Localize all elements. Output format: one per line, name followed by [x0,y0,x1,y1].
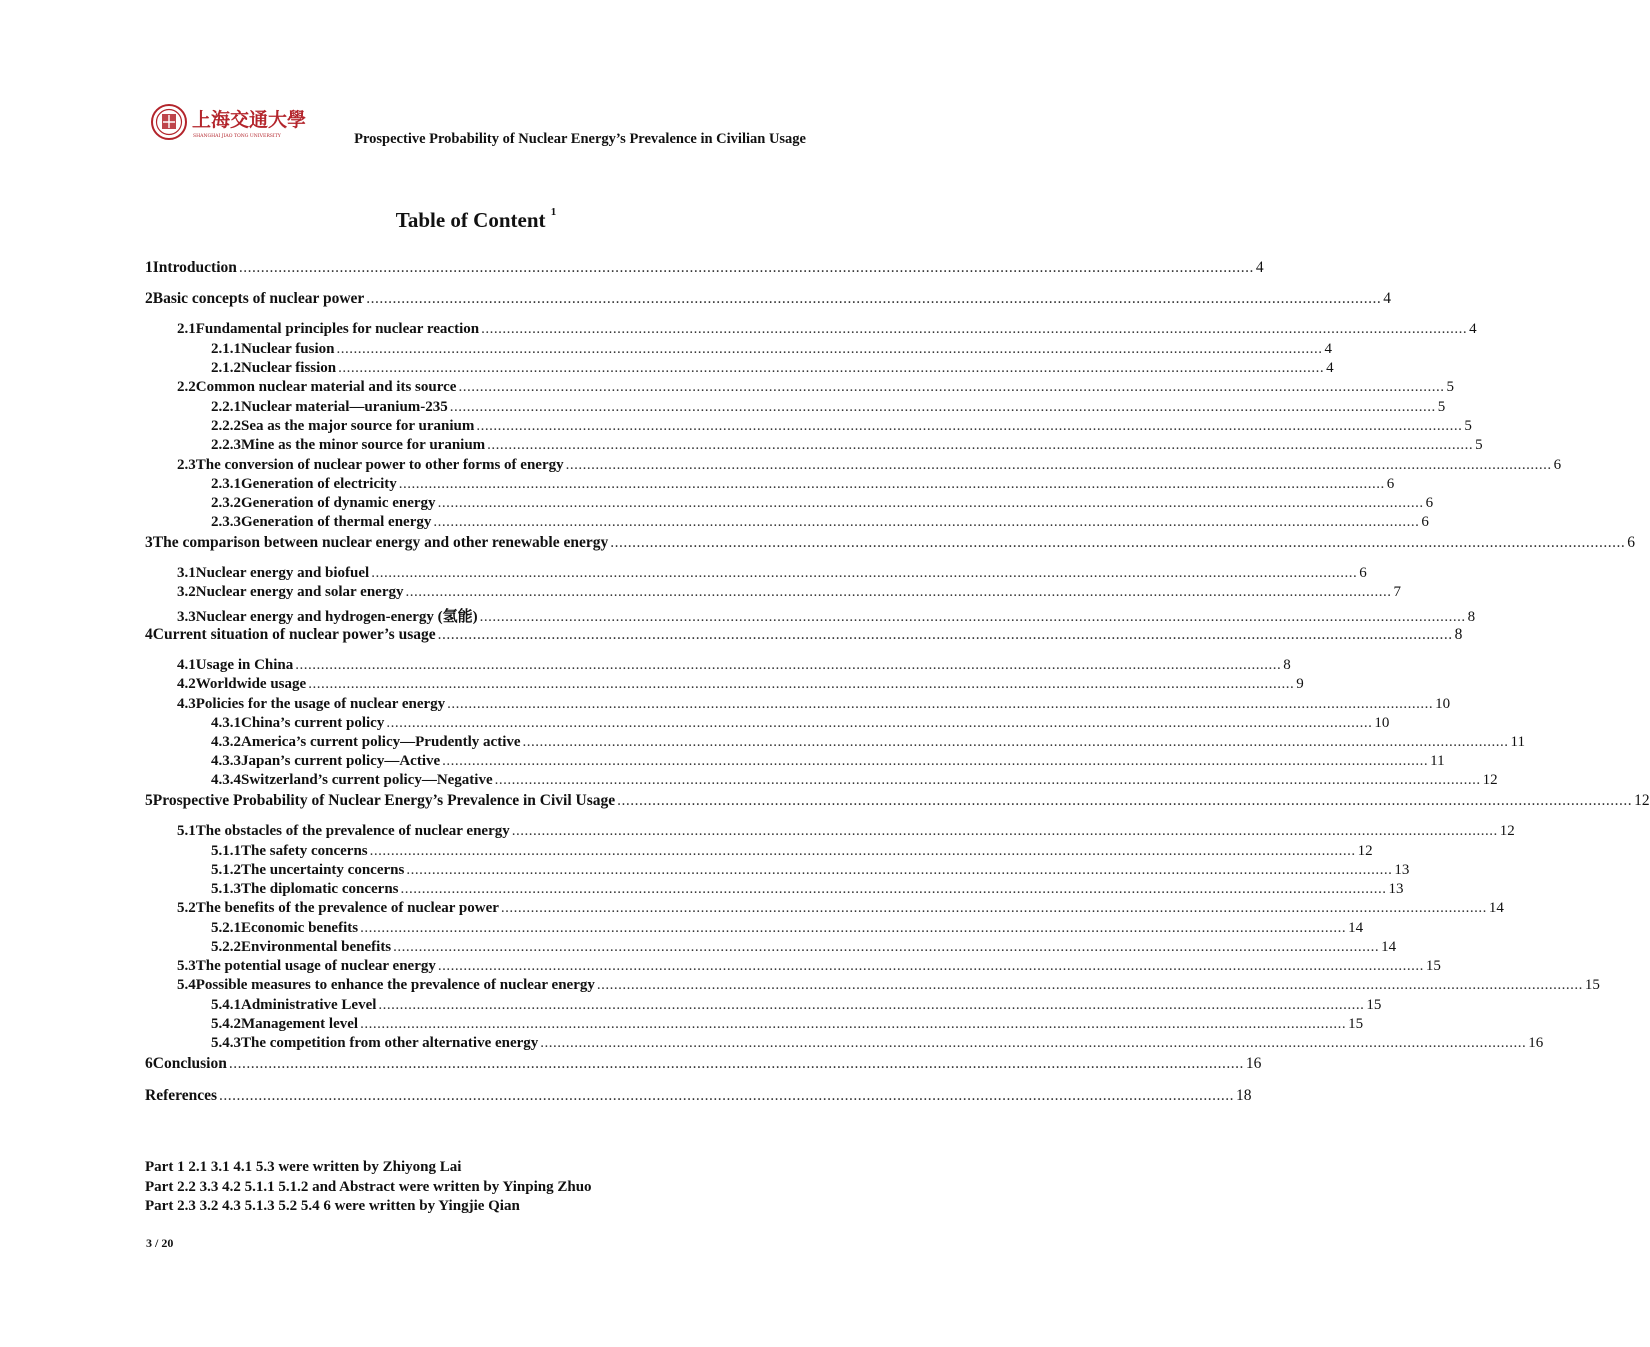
toc-entry-label: Switzerland’s current policy—Negative [241,772,493,788]
toc-entry-label: Conclusion [152,1055,227,1072]
toc-entry-3-2[interactable] [177,584,1402,604]
toc-entry-page: 14 [1348,920,1364,936]
toc-entry-number: 5.2 [177,900,196,916]
toc-entry-page: 5 [1475,437,1483,453]
toc-entry-number: 5.1.3 [211,881,241,897]
toc-entry-number: 2.2.1 [211,399,241,415]
svg-text:SHANGHAI JIAO TONG UNIVERSITY: SHANGHAI JIAO TONG UNIVERSITY [193,134,281,139]
toc-entry-label: Nuclear energy and hydrogen-energy (氢能) [195,609,478,625]
toc-entry-2-2-2[interactable] [211,418,1472,438]
dot-leader [229,1055,1244,1073]
toc-entry-label: Worldwide usage [195,676,307,692]
dot-leader [597,977,1583,994]
toc-entry-label: Generation of thermal energy [241,514,432,530]
toc-entry-page: 15 [1584,977,1600,993]
toc-entry-label: The obstacles of the prevalence of nuclear energy [195,823,510,839]
toc-entry-number: 4.3.1 [211,715,241,731]
toc-entry-number: 1 [145,259,153,276]
toc-title-text: Table of Content [395,208,546,232]
dot-leader [406,584,1392,601]
toc-entry-number: 2.2.3 [211,437,241,453]
toc-entry-page: 6 [1627,534,1635,551]
toc-entry-page: 15 [1366,997,1382,1013]
dot-leader [336,341,1322,358]
toc-entry-label: Nuclear fission [241,360,337,376]
toc-entry-label: Common nuclear material and its source [195,379,457,395]
author-line: Part 2.2 3.3 4.2 5.1.1 5.1.2 and Abstract were written by Yinping Zhuo [145,1178,592,1195]
toc-entry-number: 2.1.2 [211,360,241,376]
toc-entry-label: Basic concepts of nuclear power [152,290,365,307]
toc-entry-label: Generation of electricity [241,476,397,492]
toc-entry-2-3-3[interactable] [211,514,1429,534]
toc-entry-number: 3.1 [177,565,196,581]
toc-entry-page: 6 [1386,476,1395,492]
dot-leader [442,753,1428,770]
dot-leader [401,881,1387,898]
toc-entry-2[interactable] [145,290,1392,310]
toc-entry-number: 5.2.1 [211,920,241,936]
toc-entry-page: 5 [1464,418,1472,434]
dot-leader [501,900,1487,917]
toc-entry-page: 11 [1430,753,1445,769]
dot-leader [371,565,1357,582]
toc-entry-page: 8 [1454,626,1463,643]
toc-entry-number: 2 [145,290,153,307]
toc-entry-3-1[interactable] [177,565,1367,585]
toc-entry-number: 5.4.1 [211,997,241,1013]
toc-entry-6[interactable] [145,1055,1262,1075]
toc-entry-page: 9 [1296,676,1304,692]
toc-entry-number: 4.3.3 [211,753,241,769]
dot-leader [386,715,1372,732]
dot-leader [447,696,1433,713]
toc-entry-label: Usage in China [195,657,294,673]
toc-entry-number: 4.3.4 [211,772,241,788]
toc-entry-page: 6 [1359,565,1367,581]
toc-entry-number: 5.3 [177,958,196,974]
toc-entry-page: 4 [1324,341,1332,357]
toc-entry-number: 3.3 [177,609,196,625]
toc-entry-5-1-2[interactable] [211,862,1410,882]
dot-leader [338,360,1324,377]
toc-entry-5-2-1[interactable] [211,920,1364,940]
toc-entry-label: Administrative Level [241,997,377,1013]
toc-entry-page: 7 [1393,584,1402,600]
dot-leader [366,290,1381,308]
toc-entry-4[interactable] [145,626,1463,646]
toc-entry-page: 6 [1553,457,1562,473]
dot-leader [566,457,1552,474]
toc-entry-5[interactable] [145,792,1650,812]
toc-entry-page: 16 [1245,1055,1262,1072]
toc-entry-5-1-1[interactable] [211,843,1373,863]
toc-entry-4-3-4[interactable] [211,772,1498,792]
toc-entry-number: 5.4.3 [211,1035,241,1051]
toc-entry-4-3-1[interactable] [211,715,1390,735]
toc-entry-page: 5 [1437,399,1446,415]
dot-leader [438,958,1424,975]
author-line: Part 1 2.1 3.1 4.1 5.3 were written by Zhiyong Lai [145,1159,462,1175]
toc-entry-label: Introduction [152,259,237,276]
toc-entry-number: 6 [145,1055,153,1072]
dot-leader [617,792,1632,810]
toc-entry-3-3[interactable] [177,605,1476,625]
toc-entry-label: Environmental benefits [241,939,392,955]
toc-entry-page: 15 [1425,958,1441,974]
toc-entry-page: 4 [1326,360,1334,376]
toc-entry-page: 4 [1255,259,1264,276]
dot-leader [308,676,1294,693]
toc-entry-label: The comparison between nuclear energy and other renewable energy [152,534,609,551]
toc-entry-label: The uncertainty concerns [241,862,405,878]
toc-entry-page: 10 [1435,696,1451,712]
toc-entry-4-2[interactable] [177,676,1304,696]
toc-entry-2-3-2[interactable] [211,495,1434,515]
toc-entry-2-1-2[interactable] [211,360,1334,380]
toc-entry-3[interactable] [145,534,1635,554]
toc-entry-label: Policies for the usage of nuclear energy [195,696,446,712]
toc-entry-number: 2.3.2 [211,495,241,511]
toc-entry-page: 16 [1528,1035,1544,1051]
toc-entry-number: 4.3 [177,696,196,712]
toc-entry-page: 12 [1482,772,1498,788]
toc-entry-number: 4 [145,626,153,643]
toc-entry-page: 15 [1348,1016,1364,1032]
author-line: Part 2.3 3.2 4.3 5.1.3 5.2 5.4 6 were written by Yingjie Qian [145,1198,520,1214]
toc-entry-label: Sea as the major source for uranium [241,418,475,434]
toc-entry-page: 13 [1388,881,1404,897]
toc-entry-label: The diplomatic concerns [241,881,399,897]
toc-entry-number: 4.3.2 [211,734,241,750]
toc-entry-5-1-3[interactable] [211,881,1404,901]
dot-leader [378,997,1364,1014]
dot-leader [393,939,1379,956]
toc-entry-2-1[interactable] [177,321,1477,341]
toc-entry-number: 5 [145,792,153,809]
header-title: Prospective Probability of Nuclear Energy’s Prevalence in Civilian Usage [354,131,806,147]
toc-entry-5-4-2[interactable] [211,1016,1364,1036]
toc-entry-page: 6 [1421,514,1429,530]
toc-entry-4-3-3[interactable] [211,753,1445,773]
toc-entry-1[interactable] [145,259,1264,279]
toc-entry-2-2-3[interactable] [211,437,1483,457]
dot-leader [219,1087,1234,1105]
toc-entry-page: 11 [1510,734,1525,750]
toc-entry-label: Economic benefits [241,920,359,936]
toc-entry-label: Current situation of nuclear power’s usage [152,626,436,643]
toc-entry-2-3-1[interactable] [211,476,1395,496]
dot-leader [458,379,1444,396]
toc-entry-label: References [145,1087,218,1104]
toc-entry-page: 10 [1374,715,1390,731]
dot-leader [481,321,1467,338]
toc-entry-5-2-2[interactable] [211,939,1397,959]
toc-entry-page: 8 [1467,609,1476,625]
dot-leader [438,626,1453,644]
toc-entry-page: 8 [1283,657,1291,673]
toc-entry-number: 2.1 [177,321,196,337]
toc-entry-number: 4.1 [177,657,196,673]
dot-leader [610,534,1625,552]
toc-entry-label: The potential usage of nuclear energy [195,958,436,974]
toc-entry-label: America’s current policy—Prudently active [241,734,521,750]
toc-entry-number: 3.2 [177,584,196,600]
toc-entry-page: 12 [1634,792,1650,809]
toc-entry-number: 2.2.2 [211,418,241,434]
toc-entry-5-1[interactable] [177,823,1515,843]
dot-leader [480,609,1466,626]
toc-entry-5-2[interactable] [177,900,1504,920]
toc-entry-number: 5.4.2 [211,1016,241,1032]
dot-leader [495,772,1481,789]
toc-entry-label: Nuclear fusion [241,341,335,357]
toc-entry-page: 5 [1446,379,1454,395]
toc-entry-5-4[interactable] [177,977,1600,997]
dot-leader [450,399,1436,416]
toc-entry-label: The safety concerns [241,843,368,859]
toc-entry-2-2-1[interactable] [211,399,1446,419]
toc-entry-page: 18 [1236,1087,1252,1104]
toc-entry-5-4-3[interactable] [211,1035,1544,1055]
toc-entry-number: 2.1.1 [211,341,241,357]
toc-entry-page: 4 [1469,321,1477,337]
toc-entry-label: Nuclear energy and solar energy [195,584,404,600]
dot-leader [512,823,1498,840]
toc-entry-label: Management level [241,1016,359,1032]
toc-entry-4-1[interactable] [177,657,1291,677]
toc-entry-label: Generation of dynamic energy [241,495,436,511]
toc-entry-number: 2.3 [177,457,196,473]
toc-entry-number: 2.3.3 [211,514,241,530]
footnote-marker: 1 [550,206,557,218]
page-number: 3 / 20 [146,1236,174,1250]
dot-leader [406,862,1392,879]
toc-entry-4-3[interactable] [177,696,1451,716]
toc-entry-references[interactable] [145,1087,1252,1107]
toc-entry-number: 2.2 [177,379,196,395]
toc-entry-label: China’s current policy [241,715,385,731]
toc-entry-number: 5.4 [177,977,196,993]
dot-leader [540,1035,1526,1052]
toc-entry-page: 4 [1383,290,1392,307]
toc-entry-label: Nuclear energy and biofuel [195,565,370,581]
toc-entry-number: 5.2.2 [211,939,241,955]
toc-entry-number: 3 [145,534,153,551]
toc-entry-label: The benefits of the prevalence of nuclear power [195,900,499,916]
toc-entry-5-4-1[interactable] [211,997,1382,1017]
dot-leader [399,476,1385,493]
toc-entry-label: Nuclear material—uranium-235 [241,399,448,415]
toc-entry-page: 14 [1488,900,1504,916]
author-contributions [145,1158,592,1217]
toc-entry-label: Prospective Probability of Nuclear Energy’s Prevalence in Civil Usage [152,792,616,809]
toc-entry-label: Japan’s current policy—Active [241,753,441,769]
toc-entry-number: 5.1.1 [211,843,241,859]
toc-entry-page: 6 [1425,495,1434,511]
dot-leader [433,514,1419,531]
dot-leader [487,437,1473,454]
toc-entry-number: 2.3.1 [211,476,241,492]
dot-leader [476,418,1462,435]
toc-entry-number: 4.2 [177,676,196,692]
toc-entry-2-3[interactable] [177,457,1562,477]
dot-leader [360,1016,1346,1033]
toc-entry-number: 5.1 [177,823,196,839]
toc-entry-label: Fundamental principles for nuclear reaction [195,321,480,337]
dot-leader [523,734,1509,751]
toc-entry-label: Possible measures to enhance the prevalence of nuclear energy [195,977,595,993]
toc-entry-4-3-2[interactable] [211,734,1525,754]
toc-entry-label: The conversion of nuclear power to other forms of energy [195,457,564,473]
svg-text:上海交通大學: 上海交通大學 [192,109,307,131]
toc-entry-2-1-1[interactable] [211,341,1332,361]
toc-entry-page: 14 [1381,939,1397,955]
dot-leader [239,259,1254,277]
toc-entry-page: 13 [1394,862,1410,878]
toc-entry-2-2[interactable] [177,379,1454,399]
toc-entry-5-3[interactable] [177,958,1441,978]
toc-entry-label: Mine as the minor source for uranium [241,437,486,453]
toc-entry-number: 5.1.2 [211,862,241,878]
toc-entry-page: 12 [1499,823,1515,839]
toc-entry-label: The competition from other alternative energy [241,1035,539,1051]
dot-leader [438,495,1424,512]
dot-leader [360,920,1346,937]
dot-leader [295,657,1281,674]
toc-entry-page: 12 [1357,843,1373,859]
dot-leader [370,843,1356,860]
